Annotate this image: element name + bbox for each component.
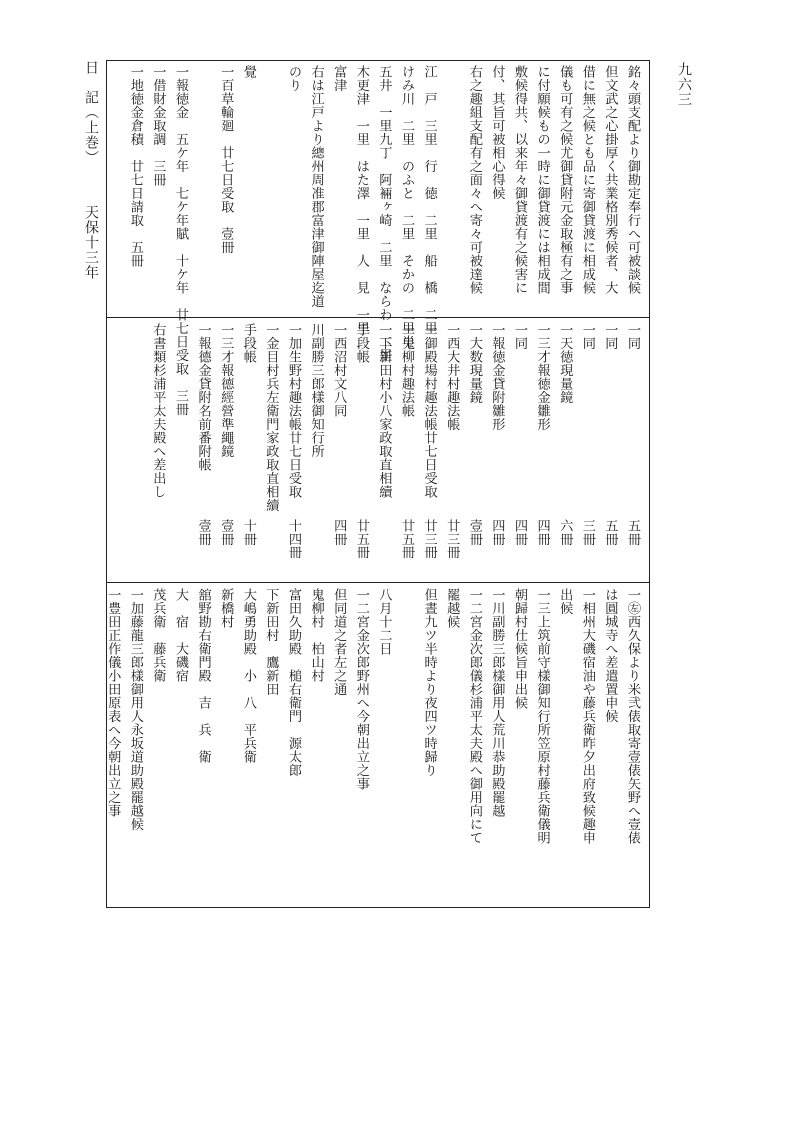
middle-column: 一御殿場村趣法帳廿七日受取	[421, 323, 437, 499]
middle-column: 手段帳	[240, 323, 256, 364]
item-count: 壹冊	[218, 519, 234, 546]
item-count: 廿五冊	[399, 519, 414, 559]
top-column: 一地徳金倉積 廿七日請取 五冊	[127, 65, 143, 268]
text-frame	[106, 60, 650, 908]
bottom-column: は圓城寺へ差遣置申候	[602, 588, 618, 723]
middle-column: 一同	[579, 323, 595, 350]
bottom-column: 鬼柳村 柏山村	[308, 588, 324, 683]
section-bottom	[105, 588, 645, 904]
bottom-column: 大嶋勇助殿 小 八 平兵衛	[240, 588, 256, 764]
middle-column: 一報徳金貸附雛形	[489, 323, 505, 431]
top-column: 付、其旨可被相心得候	[489, 65, 505, 200]
item-count: 壹冊	[195, 519, 211, 546]
bottom-column: 一二宮金次郎野州へ今朝出立之事	[353, 588, 369, 791]
item-count: 三冊	[579, 519, 595, 546]
top-column: のり	[286, 65, 301, 92]
middle-column: 一金目村兵左衛門家政取直相續	[263, 323, 279, 512]
bottom-column: 富田久助殿 槌右衛門 源太郎	[286, 588, 301, 777]
item-count: 壹冊	[466, 519, 482, 546]
top-column: に付願候もの一時に御貸渡には相成間	[534, 65, 550, 295]
section-middle	[111, 323, 645, 578]
middle-column: 一同	[625, 323, 640, 350]
middle-column: 手段帳	[353, 323, 369, 364]
middle-column: 一加生野村趣法帳廿七日受取	[286, 323, 301, 499]
top-column: 但文武之心掛厚く共業格別秀候者、大	[602, 65, 618, 295]
book-title: 日 記（上巻）	[83, 60, 99, 165]
bottom-column: 舘野勘右衛門殿 吉 兵 衛	[195, 588, 211, 764]
bottom-column: 朝歸村仕候旨申出候	[512, 588, 527, 710]
running-header	[78, 60, 104, 280]
era-title: 天保十三年	[83, 205, 99, 280]
bottom-column: 一川副勝三郎樣御用人荒川恭助殿罷越	[489, 588, 505, 818]
page-number: 九六三	[676, 62, 692, 107]
bottom-column: 新橋村	[218, 588, 234, 629]
top-column: 銘々頭支配より御勘定奉行へ可被談候	[625, 65, 640, 295]
item-count: 四冊	[489, 519, 505, 546]
bottom-column: 茂兵衛 藤兵衛	[150, 588, 166, 683]
bottom-column: 但晝九ツ半時より夜四ツ時歸り	[421, 588, 437, 777]
item-count: 六冊	[557, 519, 573, 546]
middle-column: 一大数現量鏡	[466, 323, 482, 404]
top-column: 木更津 一里 はた澤 一里 人 見 一里	[353, 65, 369, 335]
middle-column: 一天徳現量鏡	[557, 323, 573, 404]
bottom-column: 一豊田正作儀小田原表へ今朝出立之事	[105, 588, 121, 818]
middle-column: 一同	[602, 323, 618, 350]
bottom-column: 罷越候	[444, 588, 460, 629]
item-count: 廿三冊	[421, 519, 437, 559]
middle-column: 一報德金貸附名前番附帳	[195, 323, 211, 472]
divider-bottom	[107, 582, 649, 583]
item-count: 十冊	[240, 519, 256, 546]
item-count: 廿三冊	[444, 519, 460, 559]
middle-column: 右書類杉浦平太夫殿へ差出し	[150, 323, 166, 499]
top-column: 儀も可有之候尤御貸附元金取極有之事	[557, 65, 573, 295]
top-column: 五井 一里九丁 阿裲ヶ崎 二里 ならわ 二里	[376, 65, 392, 362]
bottom-column: 一㊧西久保より米弐俵取寄壹俵矢野へ壹俵	[625, 588, 640, 845]
item-count: 廿五冊	[353, 519, 369, 559]
middle-column: 一下新田村小八家政取直相續	[376, 323, 392, 499]
top-column: 右之趣組支配有之面々へ寄々可被達候	[466, 65, 482, 295]
middle-column: 一鬼柳村趣法帳	[399, 323, 414, 418]
top-column: けみ川 二里 のふと 二里 そかの 二里半	[399, 65, 414, 349]
top-column: 江 戸 三里 行 徳 二里 船 橋 二里	[421, 65, 437, 335]
item-count: 四冊	[512, 519, 527, 546]
bottom-column: 八月十二日	[376, 588, 392, 656]
item-count: 十四冊	[286, 519, 301, 559]
bottom-column: 一三上筑前守樣御知行所笠原村藤兵衛儀明	[534, 588, 550, 845]
bottom-column: 一相州大磯宿油や藤兵衛昨夕出府致候趣申	[579, 588, 595, 845]
item-count: 五冊	[602, 519, 618, 546]
top-column: 借に無之候とも品に寄御貸渡に相成候	[579, 65, 595, 295]
middle-column: 一同	[512, 323, 527, 350]
bottom-column: 下新田村 鷹新田	[263, 588, 279, 696]
top-column: 敷候得共、以来年々御貸渡有之候害に	[512, 65, 527, 295]
top-column: 富津	[331, 65, 347, 92]
top-column: 右は江戸より總州周准郡富津御陣屋迄道	[308, 65, 324, 308]
bottom-column: 大 宿 大磯宿	[173, 588, 188, 683]
bottom-column: 出候	[557, 588, 573, 615]
middle-column: 一西沼村文八同	[331, 323, 347, 418]
bottom-column: 一加藤龍三郎樣御用人永坂道助殿罷越候	[127, 588, 143, 831]
middle-column: 一西大井村趣法帳	[444, 323, 460, 431]
middle-column: 一三才報德經營準繩鏡	[218, 323, 234, 458]
item-count: 五冊	[625, 519, 640, 546]
top-column: 一百草輪廻 廿七日受取 壹冊	[218, 65, 234, 254]
top-column: 覺	[240, 65, 256, 79]
item-count: 四冊	[534, 519, 550, 546]
bottom-column: 但同道之者左之通	[331, 588, 347, 696]
middle-column: 川副勝三郎樣御知行所	[308, 323, 324, 458]
item-count: 四冊	[331, 519, 347, 546]
top-column: 一報徳金 五ケ年 七ケ年賦 十ケ年 廿七日受取 三冊	[173, 65, 188, 416]
top-column: 一借財金取調 三冊	[150, 65, 166, 187]
middle-column: 一三才報徳金雛形	[534, 323, 550, 431]
bottom-column: 一二宮金次郎儀杉浦平太夫殿へ御用向にて	[466, 588, 482, 845]
